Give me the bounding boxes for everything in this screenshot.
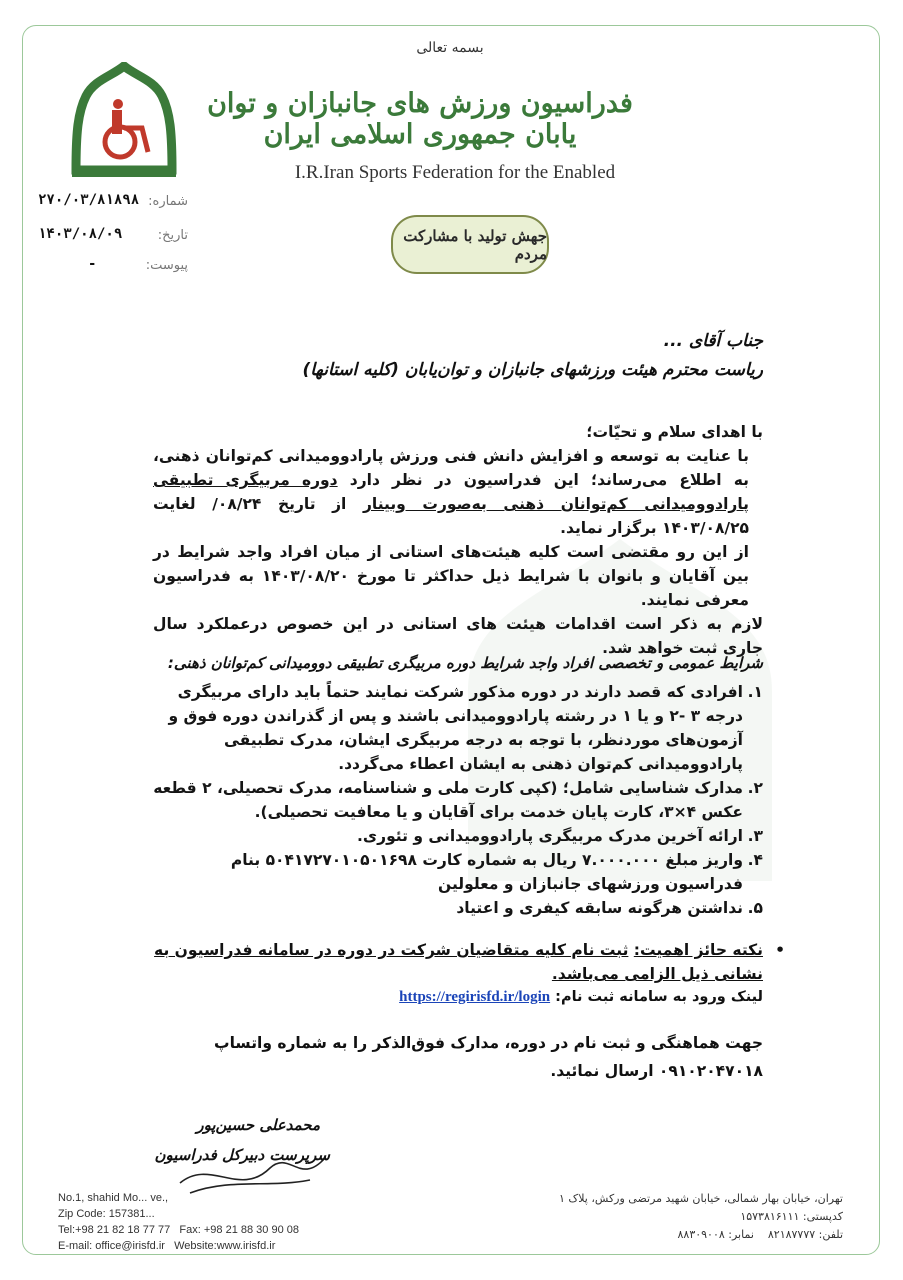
footer-en-tel: Tel:+98 21 82 18 77 77 bbox=[58, 1224, 171, 1236]
letter-date-label: تاریخ: bbox=[157, 228, 188, 243]
bullet-icon: • bbox=[775, 941, 785, 959]
condition-item bbox=[153, 776, 763, 824]
course-title: دوره مربیگری تطبیقی پارادوومیدانی کم‌توانان ذهنی به‌صورت وبینار bbox=[153, 471, 749, 513]
footer-fa-zip: کدپستی: ۱۵۷۳۸۱۶۱۱۱ bbox=[740, 1210, 843, 1223]
condition-number: ۵. bbox=[747, 899, 763, 917]
footer-fa-tel: تلفن: ۸۲۱۸۷۷۷۷ bbox=[767, 1228, 843, 1241]
condition-number: ۲. bbox=[747, 779, 763, 797]
attachment-value: - bbox=[88, 256, 97, 272]
signatory-title: سرپرست دبیرکل فدراسیون bbox=[154, 1146, 330, 1164]
paragraph-course-intro: با عنایت به توسعه و افزایش دانش فنی ورزش پارادوومیدانی کم‌توانان ذهنی، به اطلاع می‌رساند؛ این فدراسیون در نظر دارد bbox=[153, 447, 749, 489]
condition-item bbox=[153, 680, 763, 776]
contact-paragraph: جهت هماهنگی و ثبت نام در دوره، مدارک فوق‌الذکر را به شماره واتساپ ۰۹۱۰۲۰۴۷۰۱۸ ارسال نمائید. bbox=[214, 1034, 763, 1080]
slogan-stamp bbox=[383, 200, 553, 286]
conditions-list bbox=[153, 680, 763, 920]
signatory-name: محمدعلی حسین‌پور bbox=[196, 1116, 320, 1134]
addressee: ریاست محترم هیئت ورزشهای جانبازان و توان‌یابان (کلیه استانها) bbox=[302, 360, 763, 380]
paragraph-course-dates: از تاریخ ۰۸/۲۴/ لغایت ۱۴۰۳/۰۸/۲۵ برگزار نماید. bbox=[153, 495, 749, 537]
footer-persian bbox=[559, 1190, 843, 1244]
registration-link-row bbox=[399, 989, 763, 1006]
registration-link[interactable]: https://regirisfd.ir/login bbox=[399, 989, 551, 1005]
federation-logo-icon bbox=[68, 62, 180, 180]
paragraph-note-performance: لازم به ذکر است اقدامات هیئت های استانی در این خصوص درعملکرد سال جاری ثبت خواهد شد. bbox=[153, 615, 763, 657]
important-note-label: نکته حائز اهمیت: bbox=[633, 941, 763, 959]
footer-fa-fax: نمابر: ۸۸۳۰۹۰۰۸ bbox=[677, 1228, 754, 1241]
footer-en-address: No.1, shahid Mo... ve., bbox=[58, 1192, 169, 1204]
letter-number-label: شماره: bbox=[148, 194, 188, 209]
condition-number: ۳. bbox=[747, 827, 763, 845]
footer-en-email: E-mail: office@irisfd.ir bbox=[58, 1240, 165, 1252]
condition-item bbox=[153, 848, 763, 896]
footer-en-zip: Zip Code: 157381... bbox=[58, 1208, 155, 1220]
condition-text: ارائه آخرین مدرک مربیگری پارادوومیدانی و تئوری. bbox=[357, 827, 743, 845]
important-note-text: ثبت نام کلیه متقاضیان شرکت در دوره در سامانه فدراسیون به نشانی ذیل الزامی می‌باشد. bbox=[154, 941, 763, 983]
footer-fa-address: تهران، خیابان بهار شمالی، خیابان شهید مرتضی ورکش، پلاک ۱ bbox=[558, 1192, 843, 1205]
condition-text: مدارک شناسایی شامل؛ (کپی کارت ملی و شناسنامه، مدرک تحصیلی، ۲ قطعه عکس ۴×۳، کارت پایان خدمت برای آقایان و یا معافیت تحصیلی). bbox=[153, 779, 743, 821]
greeting: با اهدای سلام و تحیّات؛ bbox=[586, 423, 763, 441]
condition-number: ۱. bbox=[747, 683, 763, 701]
attachment-label: پیوست: bbox=[145, 258, 188, 273]
condition-text: واریز مبلغ ۷.۰۰۰.۰۰۰ ریال به شماره کارت ۵۰۴۱۷۲۷۰۱۰۵۰۱۶۹۸ بنام فدراسیون ورزشهای جانبازان و معلولین bbox=[230, 851, 743, 893]
footer-en-fax: Fax: +98 21 88 30 90 08 bbox=[179, 1224, 299, 1236]
footer-en-web: Website:www.irisfd.ir bbox=[174, 1240, 276, 1252]
federation-name-en: I.R.Iran Sports Federation for the Enabled bbox=[294, 162, 616, 183]
condition-number: ۴. bbox=[747, 851, 763, 869]
salutation: جناب آقای ... bbox=[663, 331, 763, 351]
bismillah: بسمه تعالی bbox=[416, 40, 484, 56]
condition-text: افرادی که قصد دارند در دوره مذکور شرکت نمایند حتماً باید دارای مربیگری درجه ۳ -۲ و یا ۱ در رشته پارادوومیدانی باشند و پس از گذراندن دوره فوق و آزمون‌های موردنظر، با توجه به درجه مربیگری ایشان، مدرک تطبیقی پارادوومیدانی کم‌توان ذهنی به ایشان اعطاء می‌گردد. bbox=[168, 683, 743, 773]
federation-name-fa: فدراسیون ورزش های جانبازان و توان یابان جمهوری اسلامی ایران bbox=[207, 88, 633, 150]
important-note bbox=[153, 938, 785, 986]
letter-number-value: ۲۷۰/۰۳/۸۱۸۹۸ bbox=[38, 192, 140, 208]
slogan-stamp-text: جهش تولید با مشارکت مردم bbox=[403, 226, 547, 263]
letter-body bbox=[153, 420, 763, 660]
footer-english bbox=[58, 1190, 299, 1254]
condition-item bbox=[153, 896, 763, 920]
condition-text: نداشتن هرگونه سابقه کیفری و اعتیاد bbox=[456, 899, 743, 917]
registration-link-label: لینک ورود به سامانه ثبت نام: bbox=[555, 989, 763, 1005]
paragraph-deadline: از این رو مقتضی است کلیه هیئت‌های استانی از میان افراد واجد شرایط در بین آقایان و بانوان با شرایط ذیل حداکثر تا مورخ ۱۴۰۳/۰۸/۲۰ به فدراسیون معرفی نمایند. bbox=[153, 543, 749, 609]
conditions-heading: شرایط عمومی و تخصصی افراد واجد شرایط دوره مربیگری تطبیقی دوومیدانی کم‌توانان ذهنی: bbox=[167, 654, 763, 672]
condition-item bbox=[153, 824, 763, 848]
paragraph-course bbox=[153, 444, 763, 540]
letter-date-value: ۱۴۰۳/۰۸/۰۹ bbox=[38, 226, 123, 242]
